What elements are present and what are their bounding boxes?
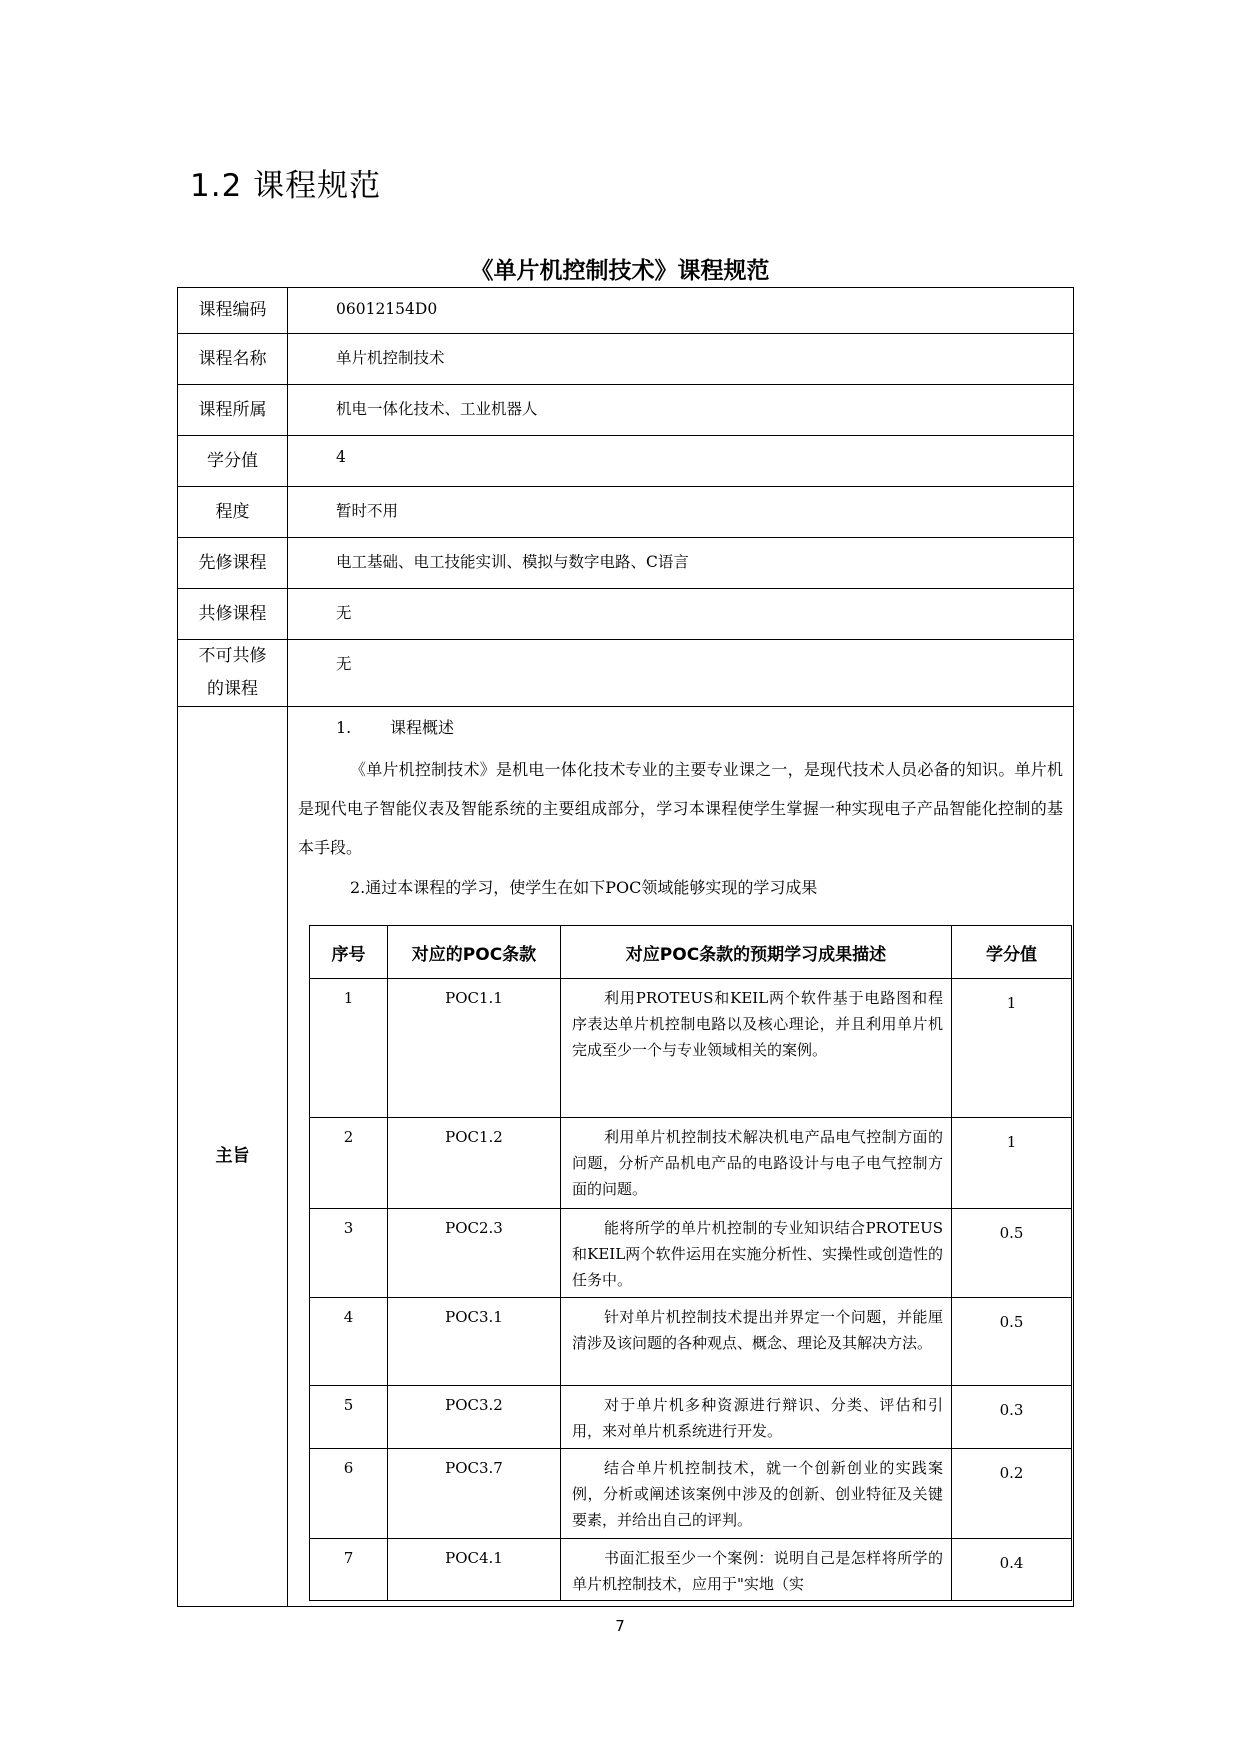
poc-no: 6 bbox=[310, 1449, 388, 1539]
poc-desc: 利用PROTEUS和KEIL两个软件基于电路图和程序表达单片机控制电路以及核心理论，并且利用单片机完成至少一个与专业领域相关的案例。 bbox=[561, 979, 952, 1118]
poc-header-cell: 序号 bbox=[310, 926, 388, 979]
poc-desc: 结合单片机控制技术，就一个创新创业的实践案例，分析或阐述该案例中涉及的创新、创业特征及关键要素，并给出自己的评判。 bbox=[561, 1449, 952, 1539]
spec-row-main bbox=[178, 707, 1074, 1607]
main-content bbox=[288, 707, 1074, 1607]
overview-title-text: 课程概述 bbox=[390, 718, 455, 737]
poc-row bbox=[310, 1209, 1072, 1298]
poc-no: 5 bbox=[310, 1386, 388, 1449]
spec-value: 无 bbox=[288, 640, 1074, 707]
poc-desc: 利用单片机控制技术解决机电产品电气控制方面的问题，分析产品机电产品的电路设计与电子电气控制方面的问题。 bbox=[561, 1118, 952, 1209]
overview-title bbox=[298, 715, 1063, 741]
poc-header-cell: 对应POC条款的预期学习成果描述 bbox=[561, 926, 952, 979]
poc-clause: POC1.2 bbox=[388, 1118, 561, 1209]
spec-value: 机电一体化技术、工业机器人 bbox=[288, 385, 1074, 436]
poc-credit: 0.2 bbox=[952, 1449, 1072, 1539]
overview-paragraph: 《单片机控制技术》是机电一体化技术专业的主要专业课之一，是现代技术人员必备的知识。单片机是现代电子智能仪表及智能系统的主要组成部分，学习本课程使学生掌握一种实现电子产品智能化控制的基本手段。 bbox=[298, 760, 1063, 857]
poc-clause: POC3.2 bbox=[388, 1386, 561, 1449]
section-heading: 1.2 课程规范 bbox=[190, 168, 382, 204]
poc-clause: POC3.7 bbox=[388, 1449, 561, 1539]
spec-value: 电工基础、电工技能实训、模拟与数字电路、C语言 bbox=[288, 538, 1074, 589]
spec-row-code bbox=[178, 288, 1074, 334]
poc-credit: 0.5 bbox=[952, 1209, 1072, 1298]
spec-label: 课程编码 bbox=[178, 288, 288, 334]
spec-row-exclusions bbox=[178, 640, 1074, 707]
spec-value: 无 bbox=[288, 589, 1074, 640]
poc-desc: 书面汇报至少一个案例：说明自己是怎样将所学的单片机控制技术，应用于"实地（实 bbox=[561, 1539, 952, 1601]
poc-row bbox=[310, 1386, 1072, 1449]
poc-no: 3 bbox=[310, 1209, 388, 1298]
poc-no: 1 bbox=[310, 979, 388, 1118]
poc-row bbox=[310, 979, 1072, 1118]
spec-label: 共修课程 bbox=[178, 589, 288, 640]
poc-table bbox=[309, 925, 1072, 1601]
poc-clause: POC2.3 bbox=[388, 1209, 561, 1298]
poc-credit: 0.5 bbox=[952, 1298, 1072, 1386]
course-spec-table bbox=[177, 287, 1074, 1607]
poc-credit: 0.4 bbox=[952, 1539, 1072, 1601]
spec-label-main: 主旨 bbox=[178, 707, 288, 1607]
poc-row bbox=[310, 1449, 1072, 1539]
spec-label: 课程所属 bbox=[178, 385, 288, 436]
spec-row-level bbox=[178, 487, 1074, 538]
spec-label: 先修课程 bbox=[178, 538, 288, 589]
poc-clause: POC3.1 bbox=[388, 1298, 561, 1386]
page-number: 7 bbox=[615, 1617, 625, 1635]
poc-credit: 1 bbox=[952, 1118, 1072, 1209]
spec-label: 不可共修的课程 bbox=[178, 640, 288, 707]
poc-credit: 0.3 bbox=[952, 1386, 1072, 1449]
poc-row bbox=[310, 1298, 1072, 1386]
poc-clause: POC1.1 bbox=[388, 979, 561, 1118]
document-title: 《单片机控制技术》课程规范 bbox=[470, 258, 770, 284]
poc-desc: 能将所学的单片机控制的专业知识结合PROTEUS和KEIL两个软件运用在实施分析性、实操性或创造性的任务中。 bbox=[561, 1209, 952, 1298]
poc-no: 7 bbox=[310, 1539, 388, 1601]
spec-label: 学分值 bbox=[178, 436, 288, 487]
poc-desc: 对于单片机多种资源进行辩识、分类、评估和引用，来对单片机系统进行开发。 bbox=[561, 1386, 952, 1449]
poc-no: 2 bbox=[310, 1118, 388, 1209]
poc-desc: 针对单片机控制技术提出并界定一个问题，并能厘清涉及该问题的各种观点、概念、理论及其解决方法。 bbox=[561, 1298, 952, 1386]
spec-value: 单片机控制技术 bbox=[288, 334, 1074, 385]
poc-header-cell: 对应的POC条款 bbox=[388, 926, 561, 979]
spec-row-department bbox=[178, 385, 1074, 436]
poc-row bbox=[310, 1118, 1072, 1209]
spec-row-name bbox=[178, 334, 1074, 385]
poc-row bbox=[310, 1539, 1072, 1601]
spec-row-corequisites bbox=[178, 589, 1074, 640]
spec-value: 06012154D0 bbox=[288, 288, 1074, 334]
poc-header-row bbox=[310, 926, 1072, 979]
spec-label: 程度 bbox=[178, 487, 288, 538]
spec-label: 课程名称 bbox=[178, 334, 288, 385]
overview-number: 1. bbox=[336, 718, 352, 737]
spec-value: 4 bbox=[288, 436, 1074, 487]
spec-row-credits bbox=[178, 436, 1074, 487]
poc-intro: 2.通过本课程的学习，使学生在如下POC领域能够实现的学习成果 bbox=[350, 878, 818, 897]
spec-row-prerequisites bbox=[178, 538, 1074, 589]
poc-no: 4 bbox=[310, 1298, 388, 1386]
poc-credit: 1 bbox=[952, 979, 1072, 1118]
poc-clause: POC4.1 bbox=[388, 1539, 561, 1601]
poc-header-cell: 学分值 bbox=[952, 926, 1072, 979]
spec-value: 暂时不用 bbox=[288, 487, 1074, 538]
